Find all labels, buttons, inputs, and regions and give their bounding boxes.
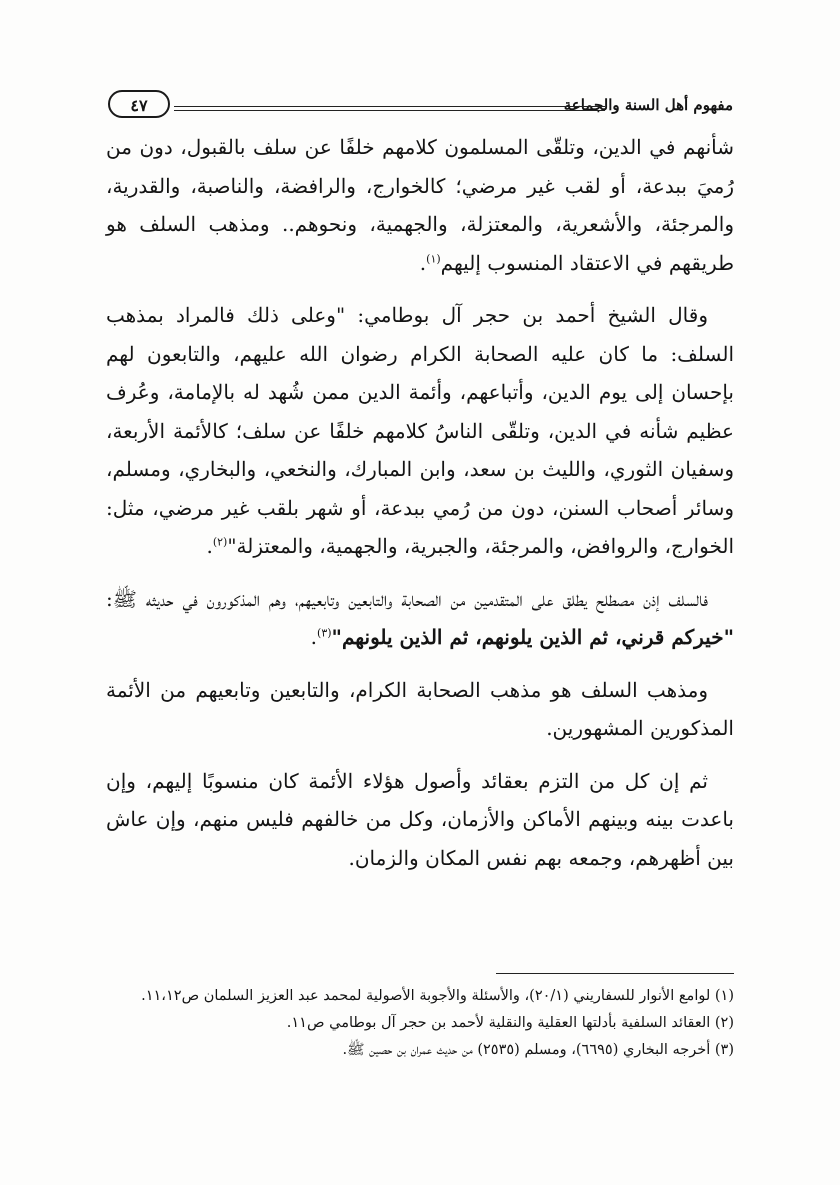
footnotes bbox=[104, 983, 734, 1064]
footnote-separator bbox=[496, 973, 734, 974]
running-header-title: مفهوم أهل السنة والجماعة bbox=[563, 96, 733, 114]
hadith-quote: "خيركم قرني، ثم الذين يلونهم، ثم الذين يلونهم" bbox=[331, 625, 734, 649]
paragraph-text: . bbox=[206, 534, 213, 558]
paragraph-text: ومذهب السلف هو مذهب الصحابة الكرام، والتابعين وتابعيهم من الأئمة المذكورين المشهورين. bbox=[106, 677, 734, 740]
paragraph-3 bbox=[106, 580, 734, 657]
paragraph-text: فالسلف إذن مصطلح يطلق على المتقدمين من الصحابة والتابعين وتابعيهم، وهم المذكورون في حديثه ﷺ: bbox=[106, 586, 708, 611]
paragraph-1 bbox=[106, 128, 734, 282]
footnote-2: (٢) العقائد السلفية بأدلتها العقلية والنقلية لأحمد بن حجر آل بوطامي ص١١. bbox=[286, 1015, 734, 1031]
footnote-marker: (١) bbox=[426, 251, 441, 265]
paragraph-4 bbox=[106, 671, 734, 748]
paragraph-2 bbox=[106, 296, 734, 566]
paragraph-text: شأنهم في الدين، وتلقّى المسلمون كلامهم خلفًا عن سلف بالقبول، دون من رُميَ ببدعة، أو لقب غير مرضي؛ كالخوارج، والرافضة، والناصبة، والقدرية، والمرجئة، والأشعرية، والمعتزلة، والجهمية، ونحوهم.. ومذهب السلف هو طريقهم في الاعتقاد المنسوب إليهم bbox=[106, 135, 734, 275]
running-header bbox=[108, 88, 733, 124]
paragraph-text: وقال الشيخ أحمد بن حجر آل بوطامي: "وعلى ذلك فالمراد بمذهب السلف: ما كان عليه الصحابة الكرام رضوان الله عليهم، والتابعون لهم بإحسان إلى يوم الدين، وأتباعهم، وأئمة الدين ممن شُهد له بالإمامة، وعُرف عظيم شأنه في الدين، وتلقّى الناسُ كلامهم خلفًا عن سلف؛ كالأئمة الأربعة، وسفيان الثوري، والليث بن سعد، وابن المبارك، والنخعي، والبخاري، ومسلم، وسائر أصحاب السنن، دون من رُمي ببدعة، أو شهر بلقب غير مرضي، مثل: الخوارج، والروافض، والمرجئة، والجبرية، والجهمية، والمعتزلة" bbox=[106, 303, 734, 558]
header-rule bbox=[174, 106, 605, 111]
footnote-3: (٣) أخرجه البخاري (٦٦٩٥)، ومسلم (٢٥٣٥) من حديث عمران بن حصين ﷺ. bbox=[342, 1042, 734, 1058]
paragraph-text: ثم إن كل من التزم بعقائد وأصول هؤلاء الأئمة كان منسوبًا إليهم، وإن باعدت بينه وبينهم الأماكن والأزمان، وكل من خالفهم فليس منهم، وإن عاش بين أظهرهم، وجمعه بهم نفس المكان والزمان. bbox=[106, 768, 734, 870]
footnote-marker: (٣) bbox=[317, 626, 332, 640]
paragraph-5 bbox=[106, 762, 734, 878]
page-number: ٤٧ bbox=[108, 90, 170, 118]
footnote-marker: (٢) bbox=[212, 535, 228, 549]
paragraph-text: . bbox=[419, 250, 427, 275]
body-text bbox=[106, 128, 734, 891]
footnote-1: (١) لوامع الأنوار للسفاريني (٢٠/١)، والأسئلة والأجوبة الأصولية لمحمد عبد العزيز السلمان ص١١،١٢. bbox=[141, 988, 734, 1004]
paragraph-text: . bbox=[310, 625, 318, 649]
